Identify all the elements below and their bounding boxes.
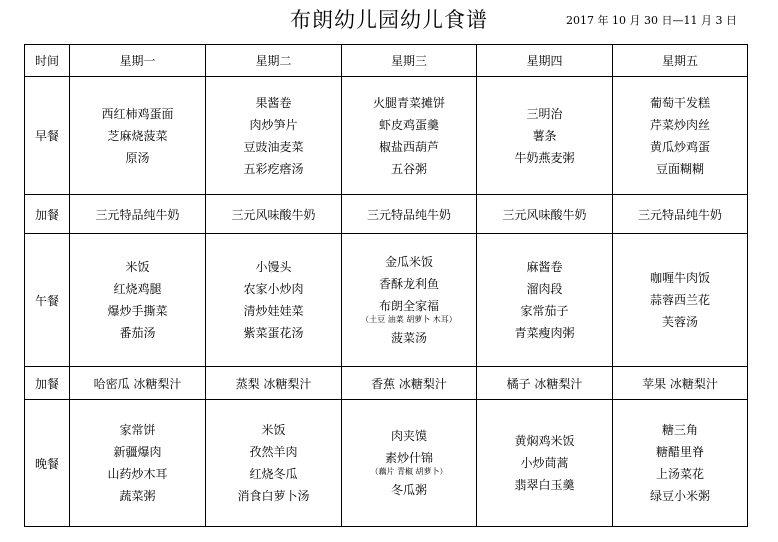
dish-item: 黄瓜炒鸡蛋	[649, 139, 710, 154]
dish-item: 糖三角	[661, 423, 698, 437]
dish-item: 紫菜蛋花汤	[243, 326, 304, 340]
dish-item: 上汤菜花	[655, 467, 704, 481]
date-range: 2017 年 10 月 30 日—11 月 3 日	[566, 14, 737, 27]
dish-item: 椒盐西葫芦	[378, 139, 439, 154]
meal-label: 加餐	[25, 195, 70, 234]
dish-item: 翡翠白玉羹	[514, 478, 575, 492]
header-row	[25, 45, 748, 77]
dish-item: 西红柿鸡蛋面	[101, 106, 174, 121]
dish-item: 家常饼	[119, 423, 156, 437]
dish-item: 豆面糊糊	[655, 161, 704, 176]
meal-label: 晚餐	[25, 400, 70, 527]
dish-item: 糖醋里脊	[655, 445, 704, 459]
dish-item: 米饭	[261, 423, 286, 437]
menu-cell-tuesday	[206, 234, 342, 367]
day-header-tuesday: 星期二	[206, 45, 342, 77]
menu-cell-tuesday	[206, 400, 342, 527]
menu-cell-tuesday: 三元风味酸牛奶	[206, 195, 342, 234]
menu-cell-friday	[613, 77, 748, 195]
breakfast-row	[25, 77, 748, 195]
menu-cell-wednesday	[342, 77, 477, 195]
dish-item: 番茄汤	[119, 326, 156, 340]
menu-cell-tuesday	[206, 77, 342, 195]
menu-cell-thursday: 三元风味酸牛奶	[477, 195, 613, 234]
dish-item: 芝麻烧菠菜	[107, 128, 168, 143]
dish-ingredients-note: （土豆 油菜 胡萝卜 木耳）	[361, 315, 457, 324]
dish-item: 米饭	[125, 260, 150, 274]
dish-item: 菠菜汤	[390, 331, 427, 345]
day-header-thursday: 星期四	[477, 45, 613, 77]
menu-cell-monday	[70, 400, 206, 527]
menu-cell-monday	[70, 234, 206, 367]
morning-snack-row	[25, 195, 748, 234]
lunch-row	[25, 234, 748, 367]
dish-item: 新疆爆肉	[113, 445, 162, 459]
menu-cell-monday: 哈密瓜 冰糖梨汁	[70, 367, 206, 400]
dish-item: 芙蓉汤	[661, 315, 698, 329]
menu-cell-thursday	[477, 77, 613, 195]
dish-item: 原汤	[125, 150, 150, 165]
page-title: 布朗幼儿园幼儿食谱	[290, 8, 488, 32]
dish-item: 牛奶燕麦粥	[514, 150, 575, 165]
dish-item: 薯条	[532, 128, 557, 143]
dish-item: 三明治	[526, 106, 563, 121]
meal-label: 加餐	[25, 367, 70, 400]
dish-item: 肉夹馍	[390, 429, 427, 443]
dish-item: 红烧鸡腿	[113, 282, 162, 296]
dish-item: 火腿青菜摊饼	[372, 95, 445, 110]
menu-cell-friday: 苹果 冰糖梨汁	[613, 367, 748, 400]
menu-cell-friday: 三元特品纯牛奶	[613, 195, 748, 234]
menu-cell-wednesday	[342, 234, 477, 367]
dish-item: 麻酱卷	[526, 260, 563, 274]
menu-cell-thursday: 橘子 冰糖梨汁	[477, 367, 613, 400]
menu-cell-monday: 三元特品纯牛奶	[70, 195, 206, 234]
afternoon-snack-row	[25, 367, 748, 400]
dish-item: 小馒头	[255, 260, 292, 274]
menu-cell-friday	[613, 400, 748, 527]
dish-item: 黄焖鸡米饭	[514, 434, 575, 448]
dish-item: 清炒娃娃菜	[243, 304, 304, 318]
meal-label: 早餐	[25, 77, 70, 195]
dish-item: 冬瓜粥	[390, 483, 427, 497]
day-header-monday: 星期一	[70, 45, 206, 77]
dish-item: 葡萄干发糕	[649, 95, 710, 110]
dish-item: 布朗全家福	[378, 299, 439, 313]
menu-cell-thursday	[477, 400, 613, 527]
dinner-row	[25, 400, 748, 527]
dish-item: 五彩疙瘩汤	[243, 161, 304, 176]
menu-table	[24, 44, 748, 527]
dish-item: 香酥龙利鱼	[378, 277, 439, 291]
dish-item: 孜然羊肉	[249, 445, 298, 459]
dish-item: 金瓜米饭	[384, 255, 433, 269]
dish-item: 素炒什锦	[384, 451, 433, 465]
dish-item: 溜肉段	[526, 282, 563, 296]
menu-cell-monday	[70, 77, 206, 195]
menu-cell-friday	[613, 234, 748, 367]
dish-item: 豆豉油麦菜	[243, 139, 304, 154]
dish-item: 肉炒笋片	[249, 117, 298, 132]
dish-item: 家常茄子	[520, 304, 569, 318]
dish-item: 青菜瘦肉粥	[514, 326, 575, 340]
menu-cell-wednesday	[342, 400, 477, 527]
dish-item: 芹菜炒肉丝	[649, 117, 710, 132]
dish-item: 虾皮鸡蛋羹	[378, 117, 439, 132]
dish-item: 蔬菜粥	[119, 489, 156, 503]
menu-cell-wednesday: 三元特品纯牛奶	[342, 195, 477, 234]
menu-cell-thursday	[477, 234, 613, 367]
dish-item: 五谷粥	[390, 161, 427, 176]
dish-item: 山药炒木耳	[107, 467, 168, 481]
dish-item: 蒜蓉西兰花	[649, 293, 710, 307]
dish-item: 爆炒手撕菜	[107, 304, 168, 318]
meal-label: 午餐	[25, 234, 70, 367]
dish-item: 红烧冬瓜	[249, 467, 298, 481]
dish-item: 农家小炒肉	[243, 282, 304, 296]
dish-item: 绿豆小米粥	[649, 489, 710, 503]
day-header-friday: 星期五	[613, 45, 748, 77]
time-header: 时间	[25, 45, 70, 77]
menu-cell-tuesday: 蒸梨 冰糖梨汁	[206, 367, 342, 400]
dish-item: 消食白萝卜汤	[237, 489, 310, 503]
menu-cell-wednesday: 香蕉 冰糖梨汁	[342, 367, 477, 400]
day-header-wednesday: 星期三	[342, 45, 477, 77]
dish-item: 果酱卷	[255, 95, 292, 110]
dish-item: 小炒茼蒿	[520, 456, 569, 470]
dish-ingredients-note: （藕片 青椒 胡萝卜）	[370, 467, 448, 476]
dish-item: 咖喱牛肉饭	[649, 271, 710, 285]
